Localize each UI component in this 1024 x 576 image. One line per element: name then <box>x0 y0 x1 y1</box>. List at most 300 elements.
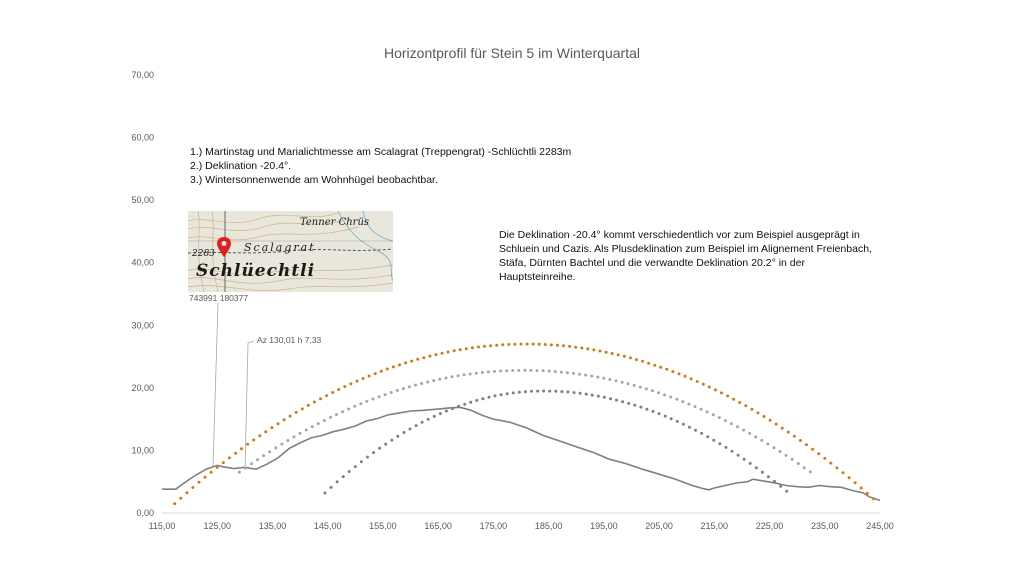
sun-path-dot <box>536 390 539 393</box>
sun-path-dot <box>523 369 526 372</box>
sun-path-dot <box>238 471 241 474</box>
sun-path-dot <box>590 375 593 378</box>
sun-path-dot <box>390 439 393 442</box>
sun-path-dot <box>743 458 746 461</box>
sun-path-dot <box>659 366 662 369</box>
sun-path-dot <box>574 346 577 349</box>
x-tick-label: 175,00 <box>479 521 508 531</box>
x-tick-label: 195,00 <box>590 521 618 531</box>
sun-path-dot <box>250 462 253 465</box>
sun-path-dot <box>179 497 182 500</box>
sun-path-dot <box>568 345 571 348</box>
sun-path-dot <box>433 415 436 418</box>
sun-path-dot <box>586 347 589 350</box>
sun-path-dot <box>240 447 243 450</box>
sun-path-dot <box>706 410 709 413</box>
sun-path-dot <box>475 399 478 402</box>
sun-path-dot <box>556 344 559 347</box>
sun-path-dot <box>860 487 863 490</box>
sun-path-dot <box>335 413 338 416</box>
map-label-elevation: 2283 <box>192 249 215 259</box>
sun-path-dot <box>562 344 565 347</box>
sun-path-dot <box>366 456 369 459</box>
sun-path-dot <box>872 497 875 500</box>
sun-path-dot <box>313 401 316 404</box>
sun-path-dot <box>365 400 368 403</box>
sun-path-dot <box>785 490 788 493</box>
sun-path-dot <box>712 413 715 416</box>
sun-path-dot <box>252 439 255 442</box>
y-tick-labels <box>131 70 154 518</box>
sun-path-dot <box>494 394 497 397</box>
map-coordinates-label: 743991 180377 <box>189 293 249 303</box>
sun-path-dot <box>489 344 492 347</box>
sun-path-dot <box>793 435 796 438</box>
sun-path-dot <box>392 365 395 368</box>
sun-path-dot <box>670 417 673 420</box>
y-tick-label: 0,00 <box>136 508 154 518</box>
sun-path-dot <box>368 375 371 378</box>
sun-path-dot <box>286 439 289 442</box>
sun-path-dot <box>421 421 424 424</box>
sun-path-dot <box>854 481 857 484</box>
sun-path-dot <box>731 450 734 453</box>
sun-path-dot <box>427 418 430 421</box>
sun-path-dot <box>781 427 784 430</box>
sun-path-dot <box>645 408 648 411</box>
sun-path-dot <box>336 480 339 483</box>
sun-path-dot <box>544 343 547 346</box>
x-tick-label: 205,00 <box>645 521 673 531</box>
sun-path-dot <box>323 419 326 422</box>
sun-path-dot <box>647 362 650 365</box>
sun-path-dot <box>866 492 869 495</box>
sun-path-dot <box>283 418 286 421</box>
sun-path-dot <box>554 370 557 373</box>
declination-paragraph: Die Deklination -20.4° kommt verschiedentlich vor zum Beispiel ausgeprägt in Schluein und Cazis. Als Plusdeklination zum Beispiel im Alignement Freienbach, Stäfa, Dürnten Bachtel und die verwandte Deklination 20.2° in der Hauptsteinreihe. <box>499 229 872 283</box>
x-tick-label: 215,00 <box>700 521 729 531</box>
sun-path-dot <box>337 388 340 391</box>
sun-path-dot <box>524 390 527 393</box>
y-tick-label: 30,00 <box>131 320 154 331</box>
horizon-profile-line <box>162 407 880 500</box>
sun-path-dot <box>791 458 794 461</box>
sun-path-dot <box>645 387 648 390</box>
sun-path-dot <box>463 403 466 406</box>
sun-path-dot <box>323 492 326 495</box>
sun-path-dot <box>641 360 644 363</box>
sun-path-dot <box>289 415 292 418</box>
sun-path-dot <box>469 373 472 376</box>
sun-path-dot <box>264 430 267 433</box>
azimuth-callout-line <box>245 343 248 470</box>
sun-path-dot <box>477 346 480 349</box>
sun-path-dot <box>779 485 782 488</box>
sun-path-dot <box>687 403 690 406</box>
sun-path-dot <box>386 368 389 371</box>
sun-path-dot <box>325 394 328 397</box>
azimuth-callout-tick <box>248 341 254 343</box>
sun-path-dot <box>204 476 207 479</box>
y-tick-label: 60,00 <box>131 132 154 143</box>
sun-path-dot <box>652 410 655 413</box>
sun-path-dot <box>694 429 697 432</box>
sun-path-dot <box>730 422 733 425</box>
y-tick-label: 20,00 <box>131 382 154 393</box>
sun-path-dot <box>797 462 800 465</box>
sun-path-dot <box>329 416 332 419</box>
notes-list <box>190 145 610 187</box>
note-2: 2.) Deklination -20.4°. <box>190 160 292 172</box>
sun-path-dot <box>671 370 674 373</box>
sun-path-dot <box>702 383 705 386</box>
sun-path-dot <box>256 458 259 461</box>
sun-path-dot <box>635 358 638 361</box>
sun-path-dot <box>409 428 412 431</box>
sun-path-dot <box>451 375 454 378</box>
sun-path-dot <box>374 372 377 375</box>
sun-path-dot <box>617 353 620 356</box>
sun-path-dot <box>775 423 778 426</box>
sun-path-dot <box>627 402 630 405</box>
sun-path-dot <box>185 491 188 494</box>
sun-path-dot <box>506 392 509 395</box>
sun-path-dot <box>766 443 769 446</box>
sun-path-dot <box>463 373 466 376</box>
sun-path-dot <box>615 379 618 382</box>
sun-path-dot <box>307 404 310 407</box>
sun-path-dot <box>749 462 752 465</box>
sun-path-dot <box>773 446 776 449</box>
x-tick-label: 135,00 <box>258 521 287 531</box>
sun-path-dot <box>542 369 545 372</box>
sun-path-dot <box>402 387 405 390</box>
sun-path-dot <box>277 422 280 425</box>
sun-path-dot <box>550 343 553 346</box>
sun-path-dot <box>526 343 529 346</box>
sun-path-dot <box>518 391 521 394</box>
sun-path-dot <box>690 377 693 380</box>
sun-path-dot <box>542 390 545 393</box>
sun-path-dot <box>572 372 575 375</box>
y-tick-label: 40,00 <box>131 257 154 268</box>
sun-path-dot <box>579 392 582 395</box>
sun-path-dot <box>669 396 672 399</box>
sun-path-dot <box>354 465 357 468</box>
sun-path-dot <box>724 419 727 422</box>
sun-path-dot <box>742 429 745 432</box>
sun-path-dot <box>396 435 399 438</box>
note-3: 3.) Wintersonnenwende am Wohnhügel beobachtbar. <box>190 174 438 186</box>
x-tick-label: 225,00 <box>755 521 784 531</box>
sun-path-dot <box>750 408 753 411</box>
x-tick-label: 235,00 <box>811 521 839 531</box>
sun-path-dot <box>532 343 535 346</box>
sun-path-dot <box>597 395 600 398</box>
sun-path-dot <box>416 358 419 361</box>
sun-path-dot <box>639 406 642 409</box>
sun-path-dot <box>348 470 351 473</box>
sun-path-dot <box>817 452 820 455</box>
sun-path-series-3 <box>323 390 788 495</box>
sun-path-dot <box>760 439 763 442</box>
sun-path-dot <box>700 432 703 435</box>
chart-title: Horizontprofil für Stein 5 im Winterquartal <box>384 45 640 61</box>
sun-path-dot <box>330 486 333 489</box>
sun-path-dot <box>487 370 490 373</box>
sun-path-dot <box>658 412 661 415</box>
sun-path-dot <box>311 425 314 428</box>
sun-path-dot <box>447 351 450 354</box>
sun-path-dot <box>295 411 298 414</box>
sun-path-dot <box>678 372 681 375</box>
sun-path-dot <box>554 390 557 393</box>
sun-path-dot <box>517 369 520 372</box>
sun-path-dot <box>451 407 454 410</box>
y-tick-label: 10,00 <box>131 445 154 456</box>
sun-path-dot <box>471 346 474 349</box>
sun-path-dot <box>675 398 678 401</box>
sun-path-dot <box>633 384 636 387</box>
sun-path-dot <box>372 451 375 454</box>
sun-path-dot <box>726 395 729 398</box>
sun-path-dot <box>507 343 510 346</box>
series-layer <box>162 343 880 506</box>
sun-path-dot <box>811 448 814 451</box>
sun-path-dot <box>664 415 667 418</box>
sun-path-dot <box>408 385 411 388</box>
sun-path-dot <box>738 401 741 404</box>
sun-path-dot <box>538 343 541 346</box>
sun-path-dot <box>566 391 569 394</box>
sun-path-dot <box>681 400 684 403</box>
sun-path-dot <box>360 460 363 463</box>
sun-path-dot <box>438 378 441 381</box>
x-tick-label: 145,00 <box>313 521 342 531</box>
sun-path-dot <box>584 374 587 377</box>
sun-path-dot <box>483 345 486 348</box>
sun-path-dot <box>390 391 393 394</box>
sun-path-dot <box>343 385 346 388</box>
x-tick-label: 245,00 <box>866 521 894 531</box>
sun-path-dot <box>755 466 758 469</box>
sun-path-dot <box>529 369 532 372</box>
sun-path-dot <box>737 454 740 457</box>
sun-path-dot <box>696 380 699 383</box>
sun-path-dot <box>362 377 365 380</box>
sun-path-dot <box>210 471 213 474</box>
sun-path-dot <box>378 395 381 398</box>
sun-path-dot <box>530 390 533 393</box>
sun-path-dot <box>767 475 770 478</box>
sun-path-dot <box>799 439 802 442</box>
sun-path-dot <box>191 486 194 489</box>
map-label-place: Schlüechtli <box>196 261 316 281</box>
sun-path-dot <box>501 343 504 346</box>
sun-path-dot <box>481 371 484 374</box>
sun-path-dot <box>505 369 508 372</box>
sun-path-dot <box>222 461 225 464</box>
sun-path-dot <box>560 390 563 393</box>
sun-path-dot <box>592 348 595 351</box>
sun-path-dot <box>481 397 484 400</box>
sun-path-dot <box>500 393 503 396</box>
sun-path-dot <box>682 423 685 426</box>
sun-path-dot <box>763 415 766 418</box>
sun-path-dot <box>349 382 352 385</box>
sun-path-dot <box>415 424 418 427</box>
sun-path-dot <box>402 431 405 434</box>
sun-path-dot <box>578 373 581 376</box>
sun-path-dot <box>633 404 636 407</box>
sun-path-dot <box>653 364 656 367</box>
sun-path-dot <box>651 389 654 392</box>
sun-path-dot <box>599 350 602 353</box>
azimuth-label: Az 130,01 h 7,33 <box>257 335 322 345</box>
sun-path-dot <box>513 343 516 346</box>
sun-path-dot <box>712 439 715 442</box>
sun-path-dot <box>426 381 429 384</box>
sun-path-dot <box>621 400 624 403</box>
x-tick-label: 185,00 <box>534 521 563 531</box>
sun-path-dot <box>591 394 594 397</box>
location-pin-icon <box>217 237 231 257</box>
sun-path-dot <box>359 402 362 405</box>
sun-path-dot <box>608 378 611 381</box>
sun-path-series-2 <box>238 369 812 474</box>
sun-path-dot <box>573 391 576 394</box>
sun-path-dot <box>560 371 563 374</box>
sun-path-dot <box>769 419 772 422</box>
sun-path-dot <box>708 386 711 389</box>
map-inset <box>188 211 393 292</box>
sun-path-dot <box>493 370 496 373</box>
sun-path-dot <box>356 380 359 383</box>
sun-path-dot <box>198 481 201 484</box>
sun-path-dot <box>216 466 219 469</box>
sun-path-dot <box>258 434 261 437</box>
sun-path-dot <box>384 393 387 396</box>
sun-path-dot <box>629 356 632 359</box>
sun-path-dot <box>173 502 176 505</box>
sun-path-dot <box>410 360 413 363</box>
sun-path-dot <box>724 446 727 449</box>
sun-path-dot <box>457 374 460 377</box>
sun-path-dot <box>663 393 666 396</box>
sun-path-dot <box>293 435 296 438</box>
sun-path-dot <box>495 344 498 347</box>
sun-path-series-1 <box>173 343 875 506</box>
sun-path-dot <box>469 401 472 404</box>
sun-path-dot <box>331 391 334 394</box>
sun-path-dot <box>422 356 425 359</box>
sun-path-dot <box>439 412 442 415</box>
sun-path-dot <box>228 456 231 459</box>
sun-path-dot <box>465 347 468 350</box>
sun-path-dot <box>639 386 642 389</box>
sun-path-dot <box>499 370 502 373</box>
sun-path-dot <box>511 369 514 372</box>
sun-path-dot <box>434 353 437 356</box>
sun-path-dot <box>779 450 782 453</box>
sun-path-dot <box>301 407 304 410</box>
sun-path-dot <box>453 349 456 352</box>
sun-path-dot <box>785 454 788 457</box>
sun-path-dot <box>829 462 832 465</box>
map-label-scalagrat: Scalagrat <box>244 241 316 254</box>
sun-path-dot <box>596 376 599 379</box>
sun-path-dot <box>718 416 721 419</box>
sun-path-dot <box>305 429 308 432</box>
sun-path-dot <box>342 475 345 478</box>
sun-path-dot <box>566 371 569 374</box>
sun-path-dot <box>299 432 302 435</box>
sun-path-dot <box>380 370 383 373</box>
sun-path-dot <box>615 399 618 402</box>
sun-path-dot <box>441 352 444 355</box>
sun-path-dot <box>605 351 608 354</box>
sun-path-dot <box>823 457 826 460</box>
map-label-tenner: Tenner Chrüs <box>300 217 370 228</box>
sun-path-dot <box>459 348 462 351</box>
sun-path-dot <box>848 476 851 479</box>
sun-path-dot <box>585 393 588 396</box>
sun-path-dot <box>754 435 757 438</box>
sun-path-dot <box>280 443 283 446</box>
sun-path-dot <box>694 405 697 408</box>
sun-path-dot <box>274 446 277 449</box>
sun-path-dot <box>378 447 381 450</box>
y-tick-label: 50,00 <box>131 195 154 206</box>
sun-path-dot <box>748 432 751 435</box>
sun-path-dot <box>773 480 776 483</box>
sun-path-dot <box>842 471 845 474</box>
sun-path-dot <box>372 398 375 401</box>
sun-path-dot <box>428 355 431 358</box>
x-tick-label: 165,00 <box>424 521 452 531</box>
sun-path-dot <box>700 408 703 411</box>
sun-path-dot <box>512 391 515 394</box>
sun-path-dot <box>611 352 614 355</box>
sun-path-dot <box>621 381 624 384</box>
sun-path-dot <box>432 379 435 382</box>
x-tick-labels <box>149 521 894 531</box>
sun-path-dot <box>234 452 237 455</box>
sun-path-dot <box>341 410 344 413</box>
sun-path-dot <box>609 397 612 400</box>
sun-path-dot <box>718 442 721 445</box>
sun-path-dot <box>761 471 764 474</box>
sun-path-dot <box>548 370 551 373</box>
sun-path-dot <box>688 426 691 429</box>
sun-path-dot <box>398 363 401 366</box>
sun-path-dot <box>714 388 717 391</box>
sun-path-dot <box>623 355 626 358</box>
sun-path-dot <box>602 377 605 380</box>
sun-path-dot <box>805 443 808 446</box>
sun-path-dot <box>384 443 387 446</box>
sun-path-dot <box>665 368 668 371</box>
sun-path-dot <box>262 454 265 457</box>
sun-path-dot <box>317 422 320 425</box>
sun-path-dot <box>732 398 735 401</box>
sun-path-dot <box>706 435 709 438</box>
sun-path-dot <box>809 470 812 473</box>
sun-path-dot <box>246 443 249 446</box>
sun-path-dot <box>676 420 679 423</box>
x-tick-label: 115,00 <box>148 521 176 531</box>
sun-path-dot <box>756 411 759 414</box>
